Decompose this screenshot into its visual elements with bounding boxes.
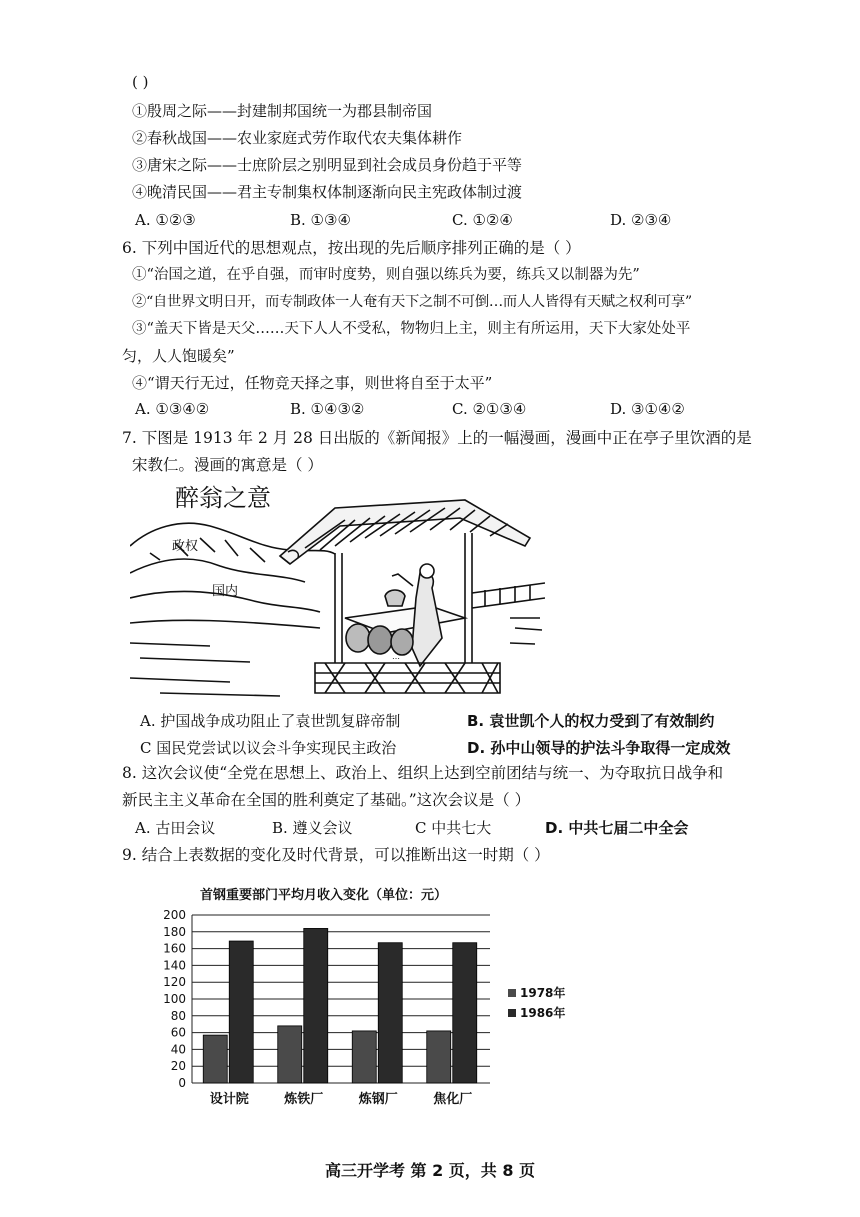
q8-option-c: C 中共七大 (415, 819, 492, 837)
q5-answer-paren: ( ) (132, 73, 149, 91)
x-tick-label: 焦化厂 (433, 1092, 473, 1107)
q5-option-d: D. ②③④ (610, 211, 672, 229)
q5-option-a: A. ①②③ (135, 211, 196, 229)
q8-option-d: D. 中共七届二中全会 (545, 819, 689, 837)
bar-1978年-炼铁厂 (278, 1026, 302, 1083)
q7-option-b: B. 袁世凯个人的权力受到了有效制约 (467, 712, 715, 730)
q6-item-4: ④“谓天行无过，任物竞天择之事，则世将自至于太平” (132, 374, 493, 392)
y-tick-label: 120 (163, 975, 186, 990)
q6-option-a: A. ①③④② (135, 400, 210, 418)
cartoon-label-guonei: 国内 (212, 584, 239, 599)
y-tick-label: 0 (178, 1076, 186, 1090)
q7-option-a: A. 护国战争成功阻止了袁世凯复辟帝制 (140, 712, 401, 730)
legend-label: 1986年 (520, 1006, 566, 1020)
bar-1986年-炼钢厂 (378, 943, 402, 1083)
y-tick-label: 20 (170, 1059, 186, 1074)
q9-stem: 9. 结合上表数据的变化及时代背景，可以推断出这一时期（ ） (122, 846, 550, 864)
chart-title: 首钢重要部门平均月收入变化（单位：元） (200, 888, 448, 903)
q6-option-c: C. ②①③④ (452, 400, 527, 418)
legend-swatch (508, 1009, 516, 1017)
q8-stem-line-2: 新民主主义革命在全国的胜利奠定了基础。”这次会议是（ ） (122, 791, 531, 809)
x-tick-label: 炼铁厂 (284, 1092, 324, 1107)
q7-stem-line-1: 7. 下图是 1913 年 2 月 28 日出版的《新闻报》上的一幅漫画，漫画中正在亭子里饮酒的是 (122, 429, 752, 447)
bar-1986年-设计院 (229, 941, 253, 1083)
q7-option-c: C 国民党尝试以议会斗争实现民主政治 (140, 739, 397, 757)
y-tick-label: 160 (163, 941, 186, 956)
y-tick-label: 140 (163, 958, 186, 973)
q5-item-1: ①殷周之际——封建制邦国统一为郡县制帝国 (132, 102, 433, 120)
q5-option-b: B. ①③④ (290, 211, 351, 229)
y-tick-label: 40 (170, 1042, 186, 1057)
q5-option-c: C. ①②④ (452, 211, 513, 229)
bar-1986年-焦化厂 (453, 943, 477, 1083)
bar-1978年-焦化厂 (427, 1031, 451, 1083)
q6-option-b: B. ①④③② (290, 400, 365, 418)
bar-1978年-设计院 (203, 1035, 227, 1083)
y-tick-label: 60 (170, 1025, 186, 1040)
cartoon-title: 醉翁之意 (175, 484, 271, 512)
y-tick-label: 100 (163, 992, 186, 1006)
legend-label: 1978年 (520, 986, 566, 1000)
q8-option-a: A. 古田会议 (135, 819, 216, 837)
q5-item-4: ④晚清民国——君主专制集权体制逐渐向民主宪政体制过渡 (132, 183, 523, 201)
y-tick-label: 180 (163, 924, 186, 939)
bar-1986年-炼铁厂 (304, 928, 328, 1083)
q6-item-3-cont: 匀，人人饱暖矣” (122, 347, 235, 365)
income-bar-chart (140, 885, 580, 1115)
q6-option-d: D. ③①④② (610, 400, 685, 418)
svg-text:⋯: ⋯ (392, 654, 400, 663)
q8-option-b: B. 遵义会议 (272, 819, 353, 837)
q8-stem-line-1: 8. 这次会议使“全党在思想上、政治上、组织上达到空前团结与统一、为夺取抗日战争和 (122, 764, 724, 782)
page-footer: 高三开学考 第 2 页，共 8 页 (324, 1161, 536, 1180)
q6-item-2: ②“自世界文明日开，而专制政体一人奄有天下之制不可倒…而人人皆得有天赋之权利可享” (132, 294, 692, 310)
q5-item-3: ③唐宋之际——士庶阶层之别明显到社会成员身份趋于平等 (132, 156, 523, 174)
y-tick-label: 80 (170, 1008, 186, 1023)
q7-stem-line-2: 宋教仁。漫画的寓意是（ ） (132, 456, 323, 474)
cartoon-image (130, 478, 545, 700)
cartoon-label-zhengquan: 政权 (172, 539, 199, 554)
x-tick-label: 炼钢厂 (358, 1092, 398, 1107)
q6-item-3: ③“盖天下皆是天父……天下人人不受私，物物归上主，则主有所运用，天下大家处处平 (132, 321, 691, 337)
x-tick-label: 设计院 (209, 1092, 249, 1107)
q7-option-d: D. 孙中山领导的护法斗争取得一定成效 (467, 739, 731, 757)
q6-item-1: ①“治国之道，在乎自强，而审时度势，则自强以练兵为要，练兵又以制器为先” (132, 267, 640, 283)
bar-1978年-炼钢厂 (352, 1031, 376, 1083)
legend-swatch (508, 989, 516, 997)
y-tick-label: 200 (163, 908, 186, 922)
q5-item-2: ②春秋战国——农业家庭式劳作取代农夫集体耕作 (132, 129, 463, 147)
q6-stem: 6. 下列中国近代的思想观点，按出现的先后顺序排列正确的是（ ） (122, 239, 581, 257)
